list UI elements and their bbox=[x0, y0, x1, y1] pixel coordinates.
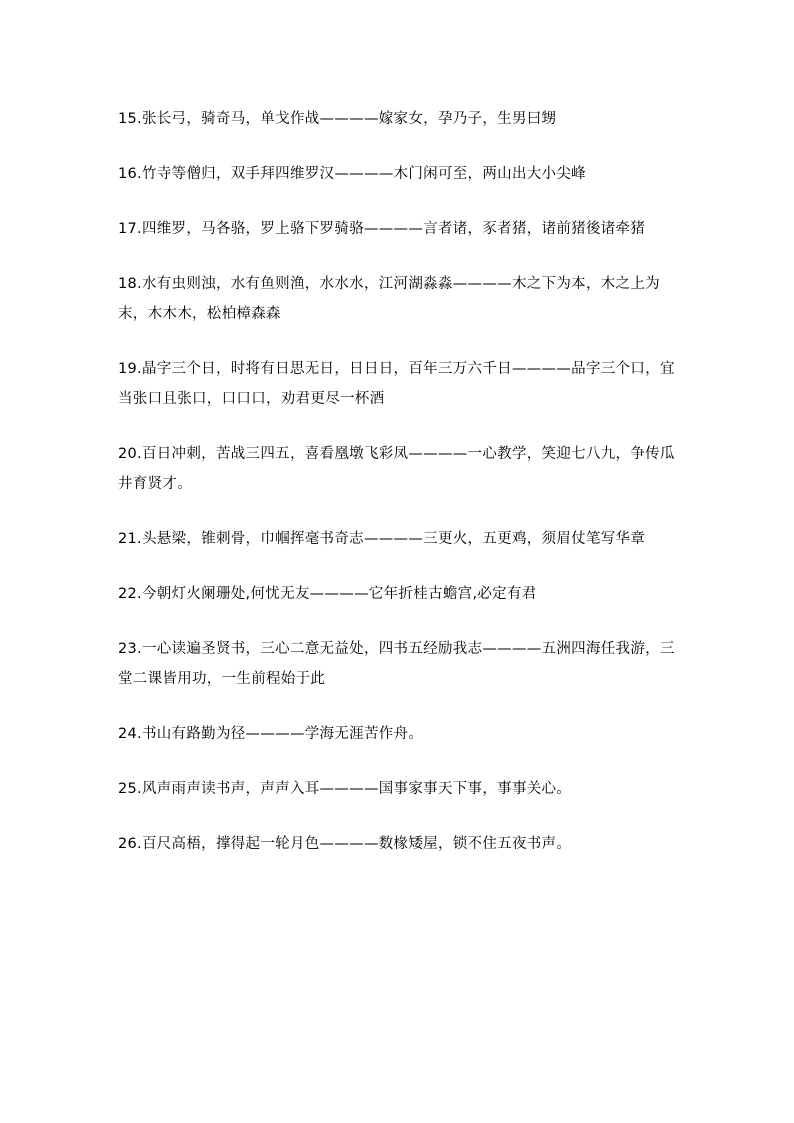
couplet-entry-22: 22.今朝灯火阑珊处,何忧无友————它年折桂古蟾宫,必定有君 bbox=[118, 586, 537, 602]
couplet-entry-16: 16.竹寺等僧归，双手拜四维罗汉————木门闲可至，两山出大小尖峰 bbox=[118, 166, 586, 182]
couplet-entry-15: 15.张长弓，骑奇马，单戈作战————嫁家女，孕乃子，生男曰甥 bbox=[118, 111, 557, 127]
couplet-entry-24: 24.书山有路勤为径————学海无涯苦作舟。 bbox=[118, 726, 424, 742]
couplet-list bbox=[118, 104, 678, 884]
couplet-entry-21: 21.头悬梁，锥刺骨，巾帼挥毫书奇志————三更火，五更鸡，须眉仗笔写华章 bbox=[118, 531, 646, 547]
couplet-entry-17: 17.四维罗，马各骆，罗上骆下罗骑骆————言者诸，豕者猪，诸前猪後诸牵猪 bbox=[118, 221, 646, 237]
couplet-entry-23: 23.一心读遍圣贤书，三心二意无益处，四书五经励我志————五洲四海任我游，三堂二课皆用功，一生前程始于此 bbox=[118, 641, 675, 687]
couplet-entry-26: 26.百尺高梧，撑得起一轮月色————数椽矮屋，锁不住五夜书声。 bbox=[118, 836, 572, 852]
couplet-entry-25: 25.风声雨声读书声，声声入耳————国事家事天下事，事事关心。 bbox=[118, 781, 572, 797]
couplet-entry-18: 18.水有虫则浊，水有鱼则渔，水水水，江河湖淼淼————木之下为本，木之上为末，木木木，松柏樟森森 bbox=[118, 276, 660, 322]
couplet-entry-19: 19.晶字三个日，时将有日思无日，日日日，百年三万六千日————品字三个口，宜当张口且张口，口口口，劝君更尽一杯酒 bbox=[118, 361, 675, 407]
couplet-entry-20: 20.百日冲刺，苦战三四五，喜看凰墩飞彩凤————一心教学，笑迎七八九，争传瓜井育贤才。 bbox=[118, 446, 675, 492]
